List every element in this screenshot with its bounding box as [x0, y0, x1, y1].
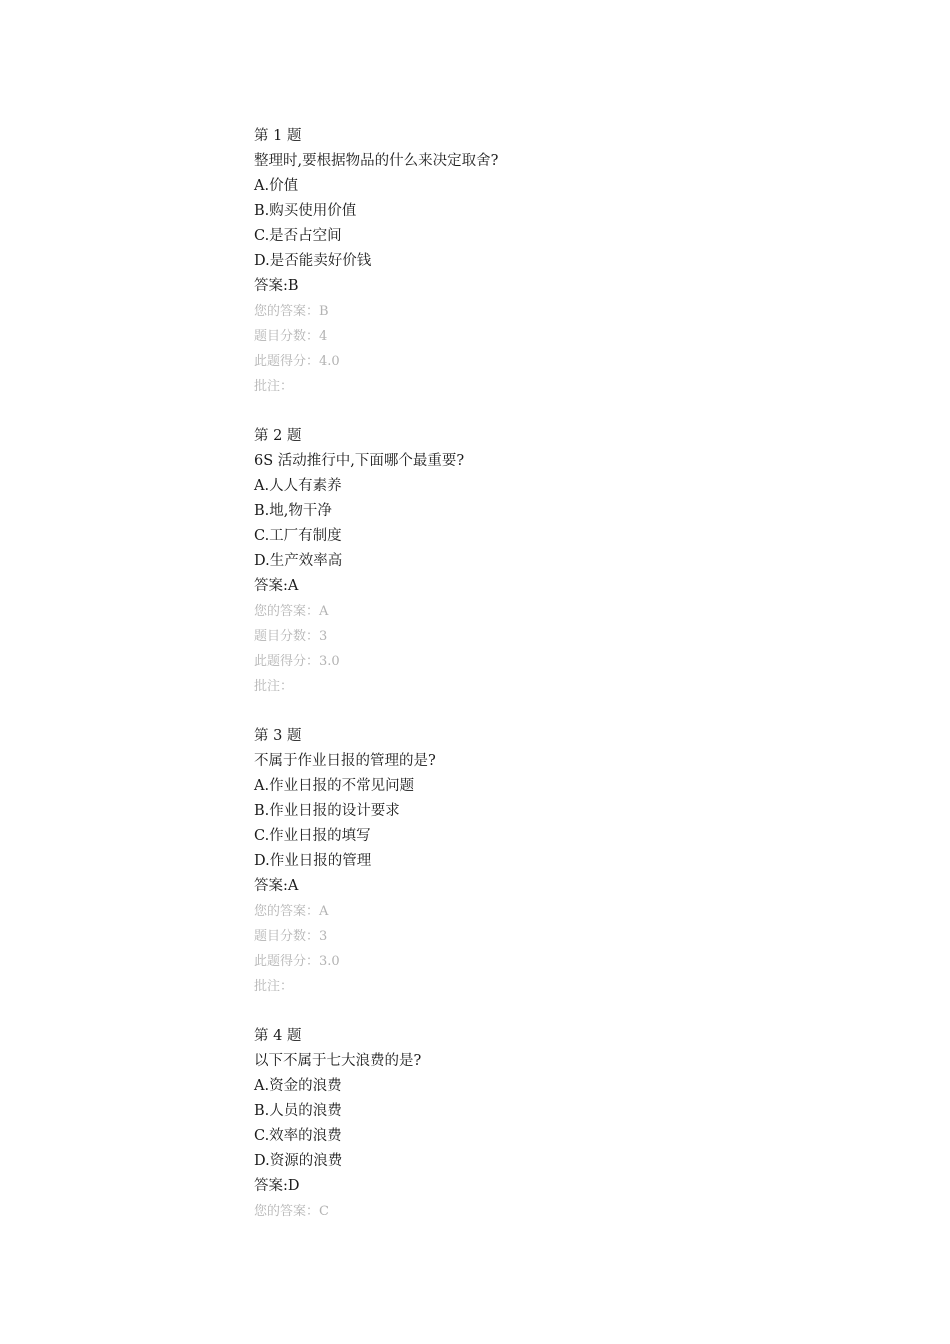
option-d: D.是否能卖好价钱	[254, 253, 372, 269]
option-a: A.资金的浪费	[254, 1078, 342, 1094]
option-c: C.是否占空间	[254, 228, 342, 244]
earned-score: 此题得分：4.0	[254, 354, 340, 369]
question-number: 第 2 题	[254, 428, 302, 444]
question-block	[254, 1024, 914, 1224]
option-b: B.作业日报的设计要求	[254, 803, 400, 819]
correct-answer: 答案:D	[254, 1178, 300, 1194]
document-page	[254, 124, 914, 1249]
option-c: C.工厂有制度	[254, 528, 342, 544]
question-block	[254, 424, 914, 699]
question-text: 不属于作业日报的管理的是?	[254, 753, 436, 769]
your-answer: 您的答案：A	[254, 604, 329, 619]
option-d: D.作业日报的管理	[254, 853, 372, 869]
option-c: C.效率的浪费	[254, 1128, 342, 1144]
question-number: 第 3 题	[254, 728, 302, 744]
question-block	[254, 124, 914, 399]
question-score: 题目分数：4	[254, 329, 328, 344]
question-block	[254, 724, 914, 999]
annotation: 批注：	[254, 679, 294, 694]
question-score: 题目分数：3	[254, 629, 328, 644]
question-score: 题目分数：3	[254, 929, 328, 944]
question-text: 整理时,要根据物品的什么来决定取舍?	[254, 153, 499, 169]
your-answer: 您的答案：A	[254, 904, 329, 919]
option-b: B.地,物干净	[254, 503, 332, 519]
option-b: B.购买使用价值	[254, 203, 357, 219]
question-text: 6S 活动推行中,下面哪个最重要?	[254, 453, 465, 469]
your-answer: 您的答案：C	[254, 1204, 329, 1219]
option-b: B.人员的浪费	[254, 1103, 342, 1119]
correct-answer: 答案:A	[254, 578, 299, 594]
your-answer: 您的答案：B	[254, 304, 329, 319]
earned-score: 此题得分：3.0	[254, 954, 340, 969]
correct-answer: 答案:B	[254, 278, 299, 294]
option-a: A.作业日报的不常见问题	[254, 778, 415, 794]
correct-answer: 答案:A	[254, 878, 299, 894]
option-d: D.生产效率高	[254, 553, 343, 569]
option-c: C.作业日报的填写	[254, 828, 371, 844]
question-number: 第 1 题	[254, 128, 302, 144]
question-number: 第 4 题	[254, 1028, 302, 1044]
option-d: D.资源的浪费	[254, 1153, 343, 1169]
option-a: A.价值	[254, 178, 299, 194]
question-text: 以下不属于七大浪费的是?	[254, 1053, 422, 1069]
annotation: 批注：	[254, 379, 294, 394]
annotation: 批注：	[254, 979, 294, 994]
option-a: A.人人有素养	[254, 478, 342, 494]
earned-score: 此题得分：3.0	[254, 654, 340, 669]
